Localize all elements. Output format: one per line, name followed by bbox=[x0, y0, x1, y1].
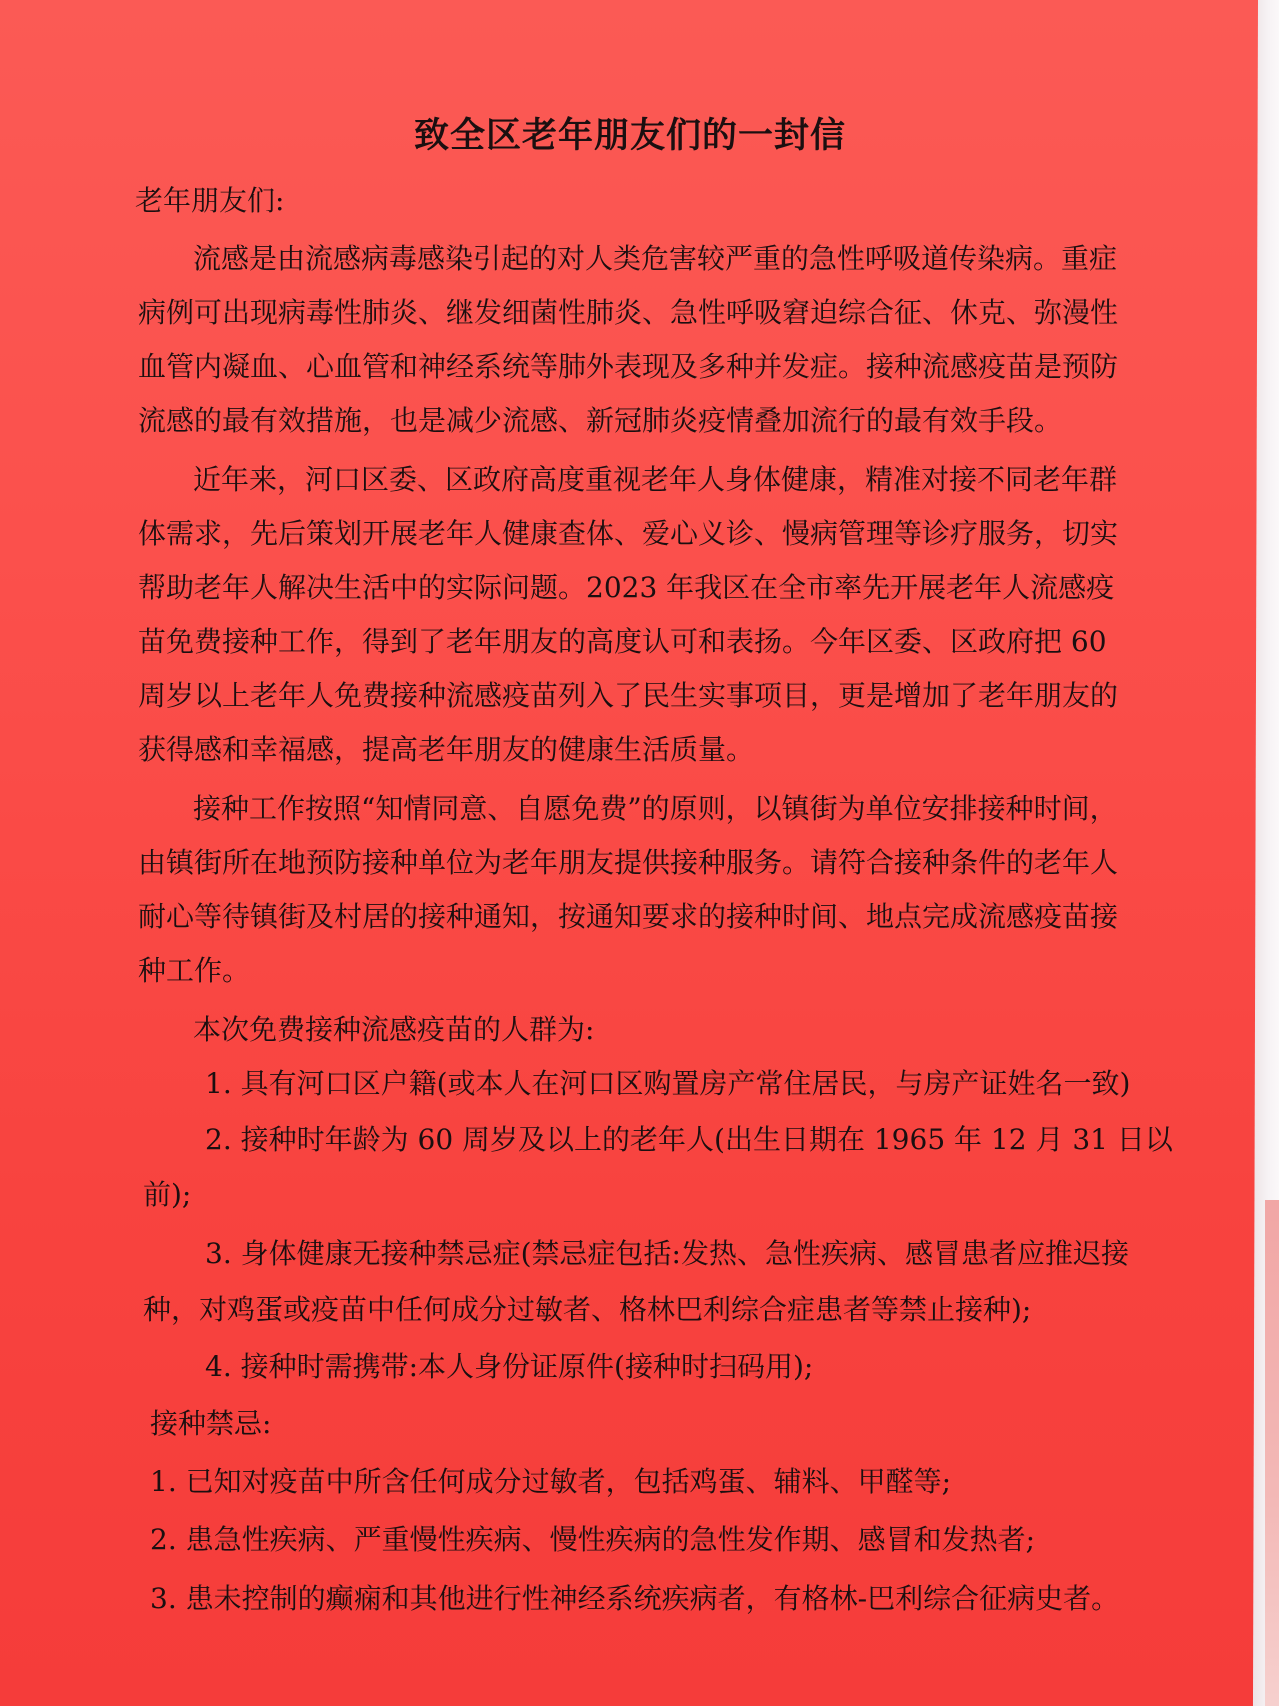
paragraph-1-line-4: 流感的最有效措施，也是减少流感、新冠肺炎疫情叠加流行的最有效手段。 bbox=[138, 404, 1063, 437]
contraindication-item-1: 1. 已知对疫苗中所含任何成分过敏者，包括鸡蛋、辅料、甲醛等; bbox=[150, 1465, 952, 1498]
eligible-item-1: 1. 具有河口区户籍(或本人在河口区购置房产常住居民，与房产证姓名一致) bbox=[205, 1067, 1131, 1100]
paragraph-1-line-2: 病例可出现病毒性肺炎、继发细菌性肺炎、急性呼吸窘迫综合征、休克、弥漫性 bbox=[138, 296, 1119, 329]
salutation: 老年朋友们: bbox=[135, 184, 285, 217]
paragraph-1-line-1: 流感是由流感病毒感染引起的对人类危害较严重的急性呼吸道传染病。重症 bbox=[193, 242, 1118, 275]
contraindications-heading: 接种禁忌: bbox=[150, 1407, 272, 1440]
paragraph-2-line-5: 周岁以上老年人免费接种流感疫苗列入了民生实事项目，更是增加了老年朋友的 bbox=[138, 679, 1119, 712]
paragraph-3-line-4: 种工作。 bbox=[138, 954, 251, 987]
paragraph-3-line-1: 接种工作按照“知情同意、自愿免费”的原则，以镇街为单位安排接种时间， bbox=[193, 792, 1118, 825]
eligible-item-2: 2. 接种时年龄为 60 周岁及以上的老年人(出生日期在 1965 年 12 月 31 日以 bbox=[205, 1123, 1173, 1156]
letter-title: 致全区老年朋友们的一封信 bbox=[413, 116, 846, 156]
eligible-item-3: 3. 身体健康无接种禁忌症(禁忌症包括:发热、急性疾病、感冒患者应推迟接 bbox=[205, 1237, 1129, 1270]
eligible-item-4: 4. 接种时需携带:本人身份证原件(接种时扫码用); bbox=[205, 1350, 814, 1383]
paragraph-2-line-2: 体需求，先后策划开展老年人健康查体、爱心义诊、慢病管理等诊疗服务，切实 bbox=[138, 517, 1119, 550]
paragraph-3-line-3: 耐心等待镇街及村居的接种通知，按通知要求的接种时间、地点完成流感疫苗接 bbox=[138, 900, 1119, 933]
contraindication-item-2: 2. 患急性疾病、严重慢性疾病、慢性疾病的急性发作期、感冒和发热者; bbox=[150, 1523, 1036, 1556]
paragraph-2-line-4: 苗免费接种工作，得到了老年朋友的高度认可和表扬。今年区委、区政府把 60 bbox=[138, 625, 1107, 658]
paragraph-2-line-1: 近年来，河口区委、区政府高度重视老年人身体健康，精准对接不同老年群 bbox=[193, 463, 1118, 496]
paragraph-1-line-3: 血管内凝血、心血管和神经系统等肺外表现及多种并发症。接种流感疫苗是预防 bbox=[138, 350, 1119, 383]
eligible-groups-heading: 本次免费接种流感疫苗的人群为: bbox=[193, 1013, 595, 1046]
paragraph-2-line-6: 获得感和幸福感，提高老年朋友的健康生活质量。 bbox=[138, 733, 755, 766]
underlying-sheet-edge bbox=[1265, 1200, 1279, 1706]
eligible-item-2-continued: 前); bbox=[143, 1178, 192, 1211]
paragraph-3-line-2: 由镇街所在地预防接种单位为老年朋友提供接种服务。请符合接种条件的老年人 bbox=[138, 846, 1119, 879]
eligible-item-3-continued: 种，对鸡蛋或疫苗中任何成分过敏者、格林巴利综合症患者等禁止接种); bbox=[143, 1293, 1032, 1326]
paragraph-2-line-3: 帮助老年人解决生活中的实际问题。2023 年我区在全市率先开展老年人流感疫 bbox=[138, 571, 1115, 604]
contraindication-item-3: 3. 患未控制的癫痫和其他进行性神经系统疾病者，有格林-巴利综合征病史者。 bbox=[150, 1582, 1120, 1615]
